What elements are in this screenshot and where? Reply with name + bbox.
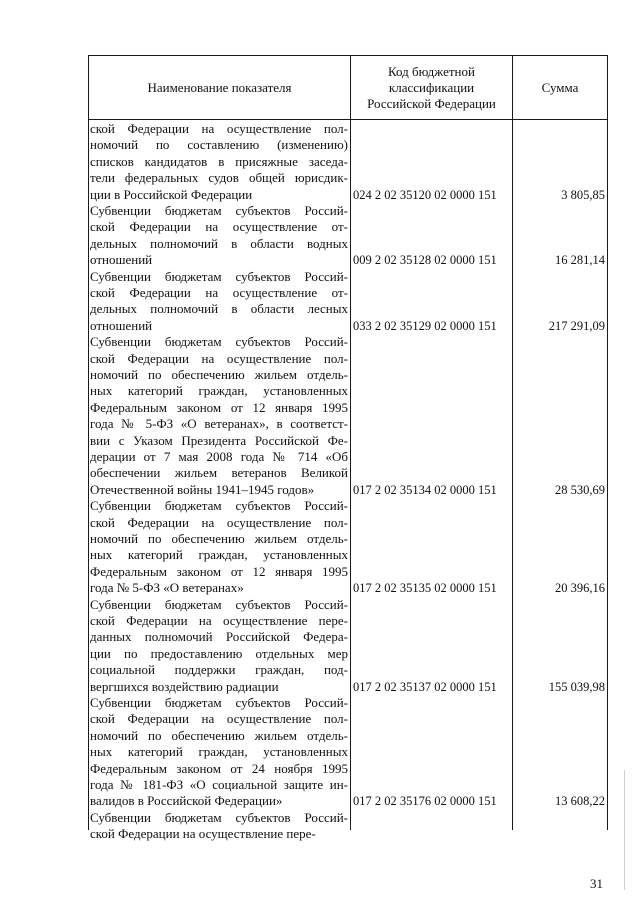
indicator-name-line: ных категорий граждан, установленных [90, 383, 348, 399]
indicator-name [90, 695, 348, 810]
indicator-name [90, 498, 348, 596]
indicator-name [90, 597, 348, 695]
indicator-name-line: Субвенции бюджетам субъектов Россий- [90, 334, 348, 350]
indicator-name-line: данных полномочий Российской Федера- [90, 629, 348, 645]
code-sum-divider [512, 55, 513, 830]
indicator-name-line: ных категорий граждан, установленных [90, 547, 348, 563]
amount: 155 039,98 [548, 679, 605, 694]
budget-table [88, 55, 608, 842]
indicator-name-line: номочий по обеспечению жильем отдель- [90, 727, 348, 743]
amount: 13 608,22 [555, 794, 605, 809]
indicator-name-line: дельных полномочий в области лесных [90, 301, 348, 317]
header-sum: Сумма [541, 79, 579, 95]
indicator-name-line: Субвенции бюджетам субъектов Россий- [90, 695, 348, 710]
indicator-name-line: ской Федерации на осуществление пол- [90, 350, 348, 366]
indicator-name-line: Федеральным законом от 12 января 1995 [90, 399, 348, 415]
indicator-name-line: отношений [90, 317, 153, 333]
budget-code: 017 2 02 35134 02 0000 151 [353, 482, 497, 497]
amount: 28 530,69 [555, 482, 605, 497]
amount: 3 805,85 [561, 187, 605, 202]
indicator-name-line: номочий по обеспечению жильем отдель- [90, 367, 348, 382]
indicator-name-line: дельных полномочий в области водных [90, 235, 348, 251]
indicator-name-line: года № 5-ФЗ «О ветеранах» [90, 580, 244, 596]
budget-code: 009 2 02 35128 02 0000 151 [353, 253, 497, 268]
indicator-name-line: тели федеральных судов общей юрисдик- [90, 170, 348, 186]
indicator-name [90, 334, 348, 498]
indicator-name-line: ской Федерации на осуществление от- [90, 285, 348, 300]
indicator-name-line: обеспечении жильем ветеранов Великой [90, 465, 348, 481]
indicator-name-line: ской Федерации на осуществление пол- [90, 121, 348, 136]
indicator-name-line: ции в Российской Федерации [90, 186, 253, 202]
indicator-name-line: ции по предоставлению отдельных мер [90, 645, 348, 661]
indicator-name-line: года № 181-ФЗ «О социальной защите ин- [90, 777, 348, 793]
indicator-name [90, 269, 348, 335]
indicator-name-line: ской Федерации на осуществление пере- [90, 826, 316, 842]
amount: 16 281,14 [555, 253, 605, 268]
indicator-name-line: Субвенции бюджетам субъектов Россий- [90, 498, 348, 514]
indicator-name-line: списков кандидатов в присяжные заседа- [90, 153, 348, 169]
indicator-name [90, 121, 348, 203]
indicator-name-line: ской Федерации на осуществление пере- [90, 613, 348, 628]
table-left-border [88, 55, 89, 830]
indicator-name-line: Субвенции бюджетам субъектов Россий- [90, 203, 348, 218]
amount: 217 291,09 [548, 318, 605, 333]
indicator-name-line: Отечественной войны 1941–1945 годов» [90, 481, 315, 497]
page-number: 31 [590, 876, 603, 891]
indicator-name-line: Субвенции бюджетам субъектов Россий- [90, 809, 348, 825]
indicator-name-line: Субвенции бюджетам субъектов Россий- [90, 268, 348, 284]
indicator-name-line: Субвенции бюджетам субъектов Россий- [90, 596, 348, 612]
indicator-name-line: номочий по обеспечению жильем отдель- [90, 531, 348, 546]
indicator-name [90, 203, 348, 269]
indicator-name-line: номочий по составлению (изменению) [90, 137, 348, 153]
header-bottom-border [88, 119, 608, 120]
indicator-name-line: социальной поддержки граждан, под- [90, 662, 348, 678]
indicator-name-line: ных категорий граждан, установленных [90, 744, 348, 760]
indicator-name [90, 810, 348, 843]
header-code: Код бюджетной классификации Российской Федерации [367, 63, 496, 111]
scan-edge-mark [624, 770, 625, 890]
budget-code: 033 2 02 35129 02 0000 151 [353, 318, 497, 333]
budget-code: 017 2 02 35137 02 0000 151 [353, 679, 497, 694]
indicator-name-line: ской Федерации на осуществление от- [90, 219, 348, 235]
indicator-name-line: отношений [90, 252, 153, 268]
budget-code: 017 2 02 35176 02 0000 151 [353, 794, 497, 809]
indicator-name-line: валидов в Российской Федерации» [90, 793, 283, 809]
indicator-name-line: Федеральным законом от 12 января 1995 [90, 563, 348, 579]
indicator-name-line: дерации от 7 мая 2008 года № 714 «Об [90, 449, 348, 465]
table-right-border [607, 55, 608, 830]
indicator-name-line: ской Федерации на осуществление пол- [90, 514, 348, 530]
header-name: Наименование показателя [147, 79, 292, 95]
budget-code: 024 2 02 35120 02 0000 151 [353, 187, 497, 202]
indicator-name-line: Федеральным законом от 24 ноября 1995 [90, 760, 348, 776]
indicator-name-line: ской Федерации на осуществление пол- [90, 711, 348, 727]
indicator-name-line: вии с Указом Президента Российской Фе- [90, 432, 348, 448]
amount: 20 396,16 [555, 581, 605, 596]
budget-code: 017 2 02 35135 02 0000 151 [353, 581, 497, 596]
name-code-divider [350, 55, 351, 830]
indicator-name-line: года № 5-ФЗ «О ветеранах», в соответст- [90, 416, 348, 432]
indicator-name-line: вергшихся воздействию радиации [90, 678, 279, 694]
